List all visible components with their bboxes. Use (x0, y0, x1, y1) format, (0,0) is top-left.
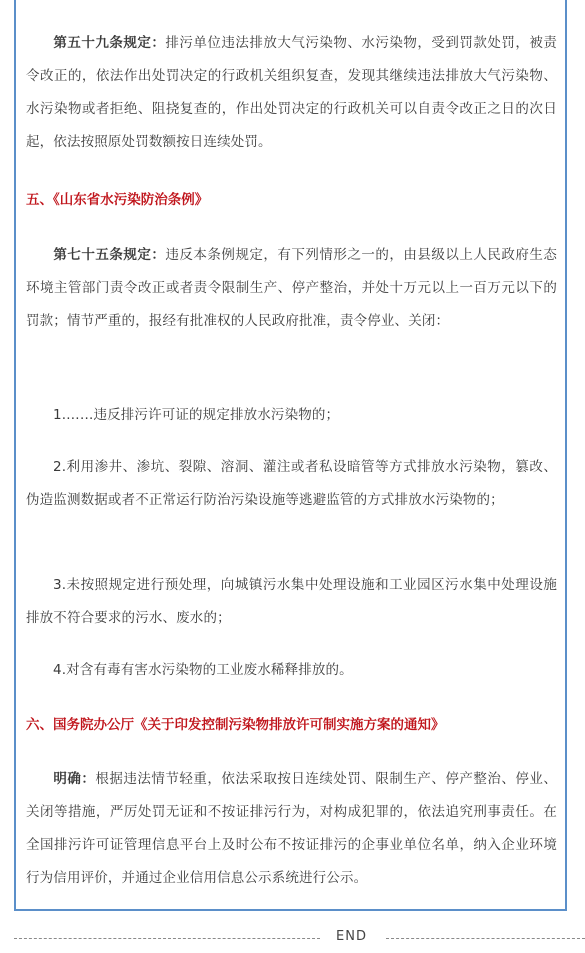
section-6-heading: 六、国务院办公厅《关于印发控制污染物排放许可制实施方案的通知》 (26, 717, 445, 733)
article-59-body: 排污单位违法排放大气污染物、水污染物，受到罚款处罚，被责令改正的，依法作出处罚决定的行政机关组织复查，发现其继续违法排放大气污染物、水污染物或者拒绝、阻挠复查的，作出处罚决定的行政机关可以自责令改正之日的次日起，依法按照原处罚数额按日连续处罚。 (26, 35, 558, 150)
end-label: END (336, 929, 367, 944)
content-card (14, 0, 567, 911)
end-divider (14, 927, 585, 951)
list-item-2-text: 2.利用渗井、渗坑、裂隙、溶洞、灌注或者私设暗管等方式排放水污染物，篡改、伪造监测数据或者不正常运行防治污染设施等逃避监管的方式排放水污染物的； (26, 459, 557, 508)
article-75-lead: 第七十五条规定： (53, 247, 166, 263)
article-59-paragraph (26, 27, 557, 159)
divider-line-left (14, 938, 320, 939)
article-75-body: 违反本条例规定，有下列情形之一的，由县级以上人民政府生态环境主管部门责令改正或者责令限制生产、停产整治，并处十万元以上一百万元以下的罚款；情节严重的，报经有批准权的人民政府批准，责令停业、关闭： (26, 247, 558, 329)
divider-line-right (386, 938, 585, 939)
list-item-4 (26, 654, 557, 687)
list-item-3 (26, 569, 557, 635)
clarify-lead: 明确： (53, 771, 96, 787)
list-item-1 (26, 399, 557, 432)
list-item-4-text: 4.对含有毒有害水污染物的工业废水稀释排放的。 (53, 662, 353, 678)
article-59-lead: 第五十九条规定： (53, 35, 166, 51)
list-item-3-text: 3.未按照规定进行预处理，向城镇污水集中处理设施和工业园区污水集中处理设施排放不符合要求的污水、废水的； (26, 577, 557, 626)
article-75-paragraph (26, 239, 557, 338)
clarify-paragraph (26, 763, 557, 895)
list-item-2 (26, 451, 557, 517)
section-5-heading: 五、《山东省水污染防治条例》 (26, 192, 209, 208)
list-item-1-text: 1.……违反排污许可证的规定排放水污染物的； (53, 407, 340, 423)
clarify-body: 根据违法情节轻重，依法采取按日连续处罚、限制生产、停产整治、停业、关闭等措施，严厉处罚无证和不按证排污行为，对构成犯罪的，依法追究刑事责任。在全国排污许可证管理信息平台上及时公布不按证排污的企事业单位名单，纳入企业环境行为信用评价，并通过企业信用信息公示系统进行公示。 (26, 771, 558, 886)
